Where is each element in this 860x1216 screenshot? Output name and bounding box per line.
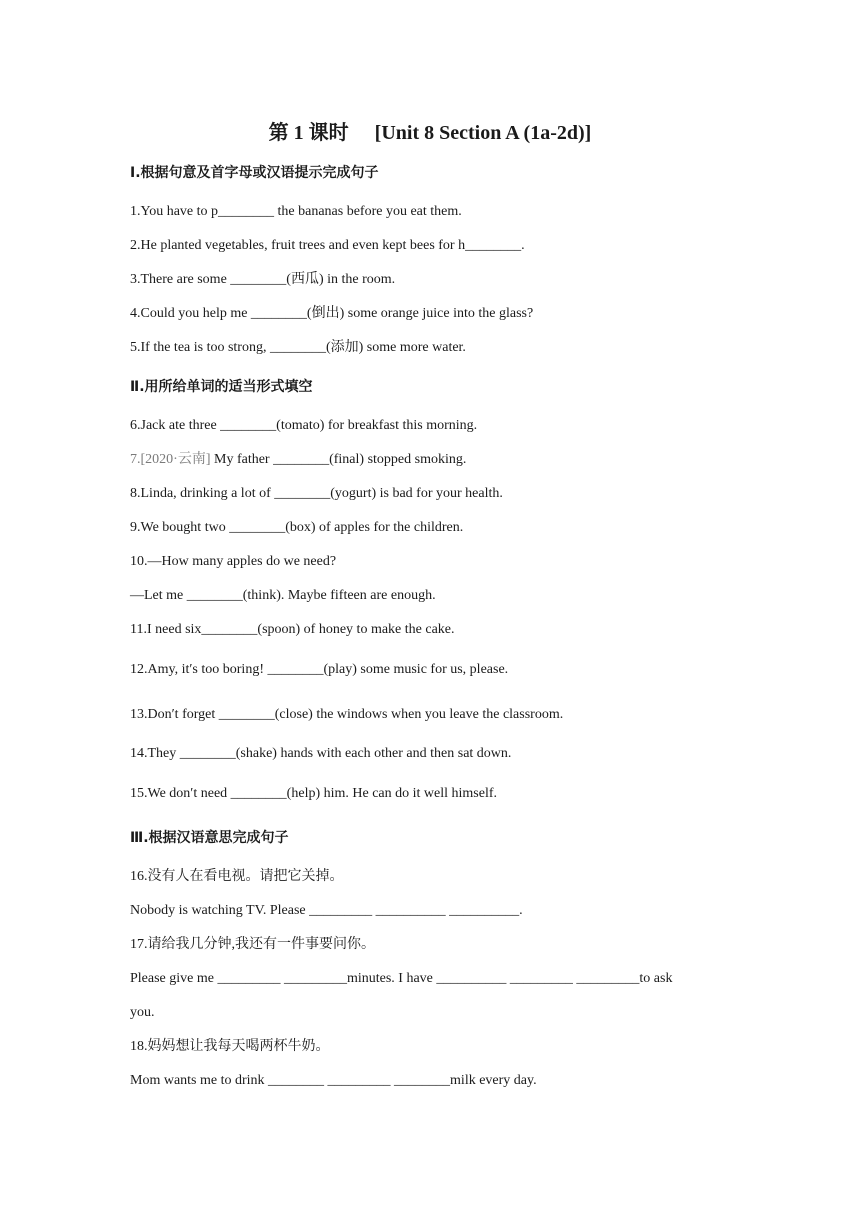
question-1: 1.You have to p________ the bananas before you eat them.: [130, 204, 462, 219]
question-18-english: Mom wants me to drink ________ _________ ________milk every day.: [130, 1073, 537, 1088]
question-12: 12.Amy, it′s too boring! ________(play) some music for us, please.: [130, 662, 509, 677]
lesson-label: 第 1 课时: [268, 122, 349, 144]
section-heading-2: Ⅱ.用所给单词的适当形式填空: [130, 379, 313, 395]
question-17-english: Please give me _________ _________minutes. I have __________ _________ _________to ask: [130, 971, 673, 986]
section-heading-3: Ⅲ.根据汉语意思完成句子: [130, 830, 289, 846]
question-11: 11.I need six________(spoon) of honey to make the cake.: [130, 622, 455, 637]
question-13: 13.Don′t forget ________(close) the windows when you leave the classroom.: [130, 707, 564, 722]
question-6: 6.Jack ate three ________(tomato) for breakfast this morning.: [130, 418, 478, 433]
question-10-reply: —Let me ________(think). Maybe fifteen are enough.: [130, 588, 436, 603]
question-18-chinese: 18.妈妈想让我每天喝两杯牛奶。: [130, 1039, 330, 1054]
question-7: [130, 450, 466, 470]
question-7-source: 7.[2020·云南]: [130, 452, 211, 467]
question-17-english-cont: you.: [130, 1005, 155, 1020]
section-heading-1: Ⅰ.根据句意及首字母或汉语提示完成句子: [130, 165, 379, 181]
question-17-chinese: 17.请给我几分钟,我还有一件事要问你。: [130, 937, 375, 952]
question-2: 2.He planted vegetables, fruit trees and even kept bees for h________.: [130, 238, 525, 253]
question-16-english: Nobody is watching TV. Please _________ __________ __________.: [130, 903, 523, 918]
question-15: 15.We don′t need ________(help) him. He can do it well himself.: [130, 786, 498, 801]
question-10: 10.—How many apples do we need?: [130, 554, 337, 569]
question-3: 3.There are some ________(西瓜) in the room.: [130, 272, 396, 287]
question-14: 14.They ________(shake) hands with each other and then sat down.: [130, 746, 512, 761]
question-8: 8.Linda, drinking a lot of ________(yogurt) is bad for your health.: [130, 486, 503, 501]
page-title: [0, 116, 860, 145]
question-5: 5.If the tea is too strong, ________(添加) some more water.: [130, 340, 466, 355]
question-16-chinese: 16.没有人在看电视。请把它关掉。: [130, 869, 344, 884]
question-4: 4.Could you help me ________(倒出) some orange juice into the glass?: [130, 306, 534, 321]
unit-label: [Unit 8 Section A (1a-2d)]: [374, 122, 592, 144]
question-9: 9.We bought two ________(box) of apples for the children.: [130, 520, 464, 535]
question-7-text: My father ________(final) stopped smoking.: [214, 452, 467, 467]
